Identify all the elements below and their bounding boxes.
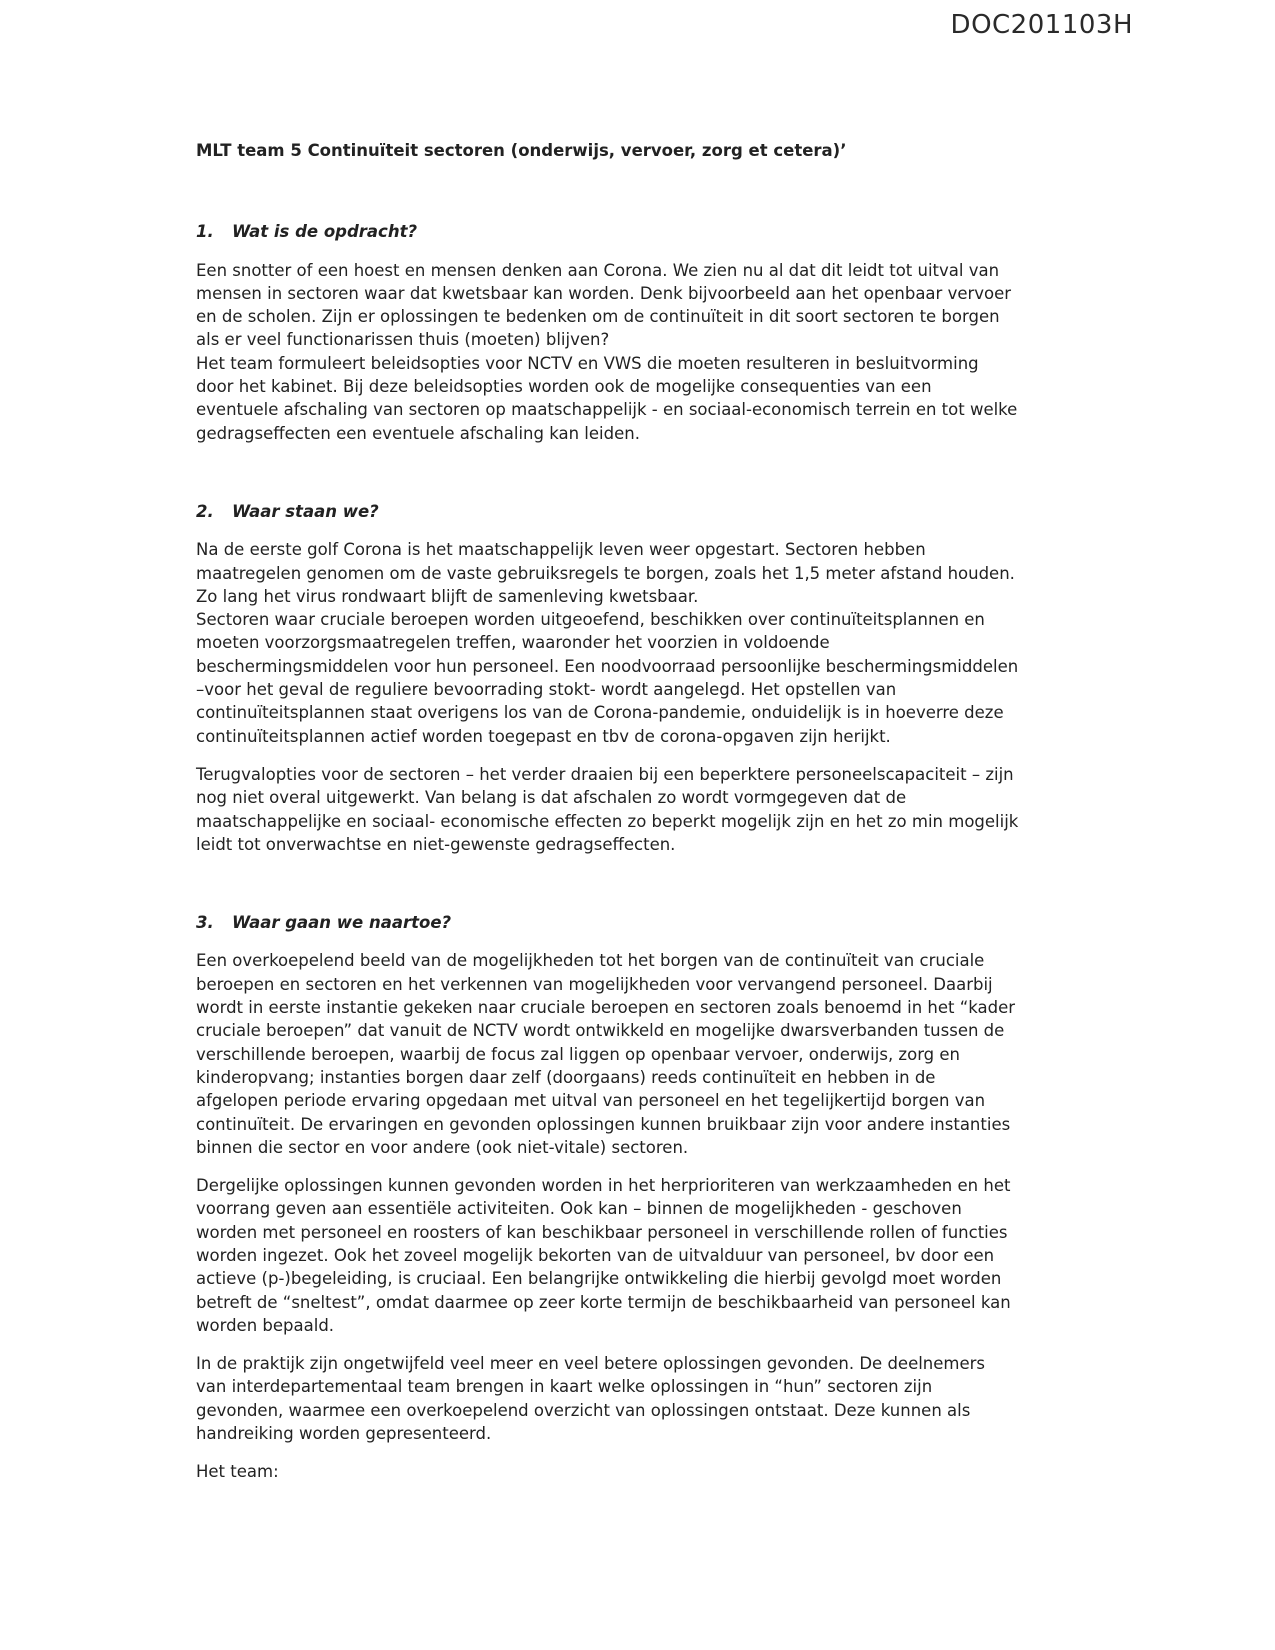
- text-line: Het team:: [196, 1462, 279, 1482]
- text-line: binnen die sector en voor andere (ook niet-vitale) sectoren.: [196, 1137, 689, 1157]
- text-line: beschermingsmiddelen voor hun personeel. Een noodvoorraad persoonlijke beschermingsmiddelen: [196, 656, 1019, 676]
- text-line: moeten voorzorgsmaatregelen treffen, waaronder het voorzien in voldoende: [196, 633, 830, 653]
- text-line: Het team formuleert beleidsopties voor NCTV en VWS die moeten resulteren in besluitvorming: [196, 353, 979, 373]
- section-1: [196, 220, 1096, 445]
- text-line: afgelopen periode ervaring opgedaan met uitval van personeel en het tegelijkertijd borgen van: [196, 1091, 986, 1111]
- text-line: en de scholen. Zijn er oplossingen te bedenken om de continuïteit in dit soort sectoren te borgen: [196, 307, 1000, 327]
- text-line: nog niet overal uitgewerkt. Van belang is dat afschalen zo wordt vormgegeven dat de: [196, 788, 907, 808]
- paragraph: [196, 763, 1096, 856]
- text-line: worden ingezet. Ook het zoveel mogelijk bekorten van de uitvalduur van personeel, bv door een: [196, 1245, 995, 1265]
- text-line: door het kabinet. Bij deze beleidsopties worden ook de mogelijke consequenties van een: [196, 377, 932, 397]
- section-number: 3.: [196, 913, 214, 933]
- text-line: als er veel functionarissen thuis (moeten) blijven?: [196, 330, 610, 350]
- text-line: betreft de “sneltest”, omdat daarmee op zeer korte termijn de beschikbaarheid van personeel kan: [196, 1292, 1011, 1312]
- section-number: 2.: [196, 501, 214, 521]
- text-line: beroepen en sectoren en het verkennen van mogelijkheden voor vervangend personeel. Daarbij: [196, 974, 993, 994]
- paragraph: [196, 1460, 1096, 1483]
- text-line: wordt in eerste instantie gekeken naar cruciale beroepen en sectoren zoals benoemd in het “kader: [196, 998, 1016, 1018]
- text-line: leidt tot onverwachtse en niet-gewenste gedragseffecten.: [196, 834, 676, 854]
- text-line: gevonden, waarmee een overkoepelend overzicht van oplossingen ontstaat. Deze kunnen als: [196, 1400, 971, 1420]
- text-line: Terugvalopties voor de sectoren – het verder draaien bij een beperktere personeelscapaciteit – zijn: [196, 764, 1014, 784]
- text-line: continuïteitsplannen actief worden toegepast en tbv de corona-opgaven zijn herijkt.: [196, 726, 891, 746]
- text-line: cruciale beroepen” dat vanuit de NCTV wordt ontwikkeld en mogelijke dwarsverbanden tussen de: [196, 1021, 1005, 1041]
- text-line: mensen in sectoren waar dat kwetsbaar kan worden. Denk bijvoorbeeld aan het openbaar vervoer: [196, 283, 1012, 303]
- text-line: continuïteitsplannen staat overigens los van de Corona-pandemie, onduidelijk is in hoeverre deze: [196, 703, 1004, 723]
- text-line: Een snotter of een hoest en mensen denken aan Corona. We zien nu al dat dit leidt tot uitval van: [196, 260, 1000, 280]
- paragraph: [196, 538, 1096, 748]
- text-line: –voor het geval de reguliere bevoorrading stokt- wordt aangelegd. Het opstellen van: [196, 680, 897, 700]
- text-line: worden met personeel en roosters of kan beschikbaar personeel in verschillende rollen of functies: [196, 1222, 1008, 1242]
- text-line: worden bepaald.: [196, 1315, 335, 1335]
- text-line: Dergelijke oplossingen kunnen gevonden worden in het herprioriteren van werkzaamheden en het: [196, 1176, 1011, 1196]
- text-line: Een overkoepelend beeld van de mogelijkheden tot het borgen van de continuïteit van cruciale: [196, 951, 985, 971]
- section-heading-text: Waar gaan we naartoe?: [232, 913, 452, 933]
- text-line: actieve (p-)begeleiding, is cruciaal. Een belangrijke ontwikkeling die hierbij gevolgd moet worden: [196, 1269, 1002, 1289]
- text-line: van interdepartementaal team brengen in kaart welke oplossingen in “hun” sectoren zijn: [196, 1377, 933, 1397]
- text-line: verschillende beroepen, waarbij de focus zal liggen op openbaar vervoer, onderwijs, zorg en: [196, 1044, 961, 1064]
- text-line: Na de eerste golf Corona is het maatschappelijk leven weer opgestart. Sectoren hebben: [196, 540, 926, 560]
- text-line: kinderopvang; instanties borgen daar zelf (doorgaans) reeds continuïteit en hebben in de: [196, 1067, 936, 1087]
- document-title: MLT team 5 Continuïteit sectoren (onderwijs, vervoer, zorg et cetera)’: [196, 141, 847, 160]
- text-line: Zo lang het virus rondwaart blijft de samenleving kwetsbaar.: [196, 586, 699, 606]
- paragraph: [196, 1352, 1096, 1445]
- section-heading: [196, 911, 1096, 934]
- text-line: In de praktijk zijn ongetwijfeld veel meer en veel betere oplossingen gevonden. De deelnemers: [196, 1354, 986, 1374]
- section-number: 1.: [196, 222, 214, 242]
- text-line: eventuele afschaling van sectoren op maatschappelijk - en sociaal-economisch terrein en tot welke: [196, 400, 1018, 420]
- text-line: maatregelen genomen om de vaste gebruiksregels te borgen, zoals het 1,5 meter afstand houden.: [196, 563, 1015, 583]
- text-line: gedragseffecten een eventuele afschaling kan leiden.: [196, 423, 640, 443]
- paragraph: [196, 949, 1096, 1159]
- text-line: voorrang geven aan essentiële activiteiten. Ook kan – binnen de mogelijkheden - geschoven: [196, 1199, 962, 1219]
- section-2: [196, 500, 1096, 856]
- document-body: [196, 139, 1096, 1499]
- text-line: continuïteit. De ervaringen en gevonden oplossingen kunnen bruikbaar zijn voor andere instanties: [196, 1114, 1011, 1134]
- text-line: Sectoren waar cruciale beroepen worden uitgeoefend, beschikken over continuïteitsplannen en: [196, 610, 985, 630]
- section-heading: [196, 220, 1096, 243]
- paragraph: [196, 1174, 1096, 1337]
- paragraph: [196, 259, 1096, 445]
- text-line: handreiking worden gepresenteerd.: [196, 1424, 492, 1444]
- section-3: [196, 911, 1096, 1484]
- sections-container: [196, 220, 1096, 1483]
- text-line: maatschappelijke en sociaal- economische effecten zo beperkt mogelijk zijn en het zo min mogelijk: [196, 811, 1019, 831]
- document-id: DOC201103H: [950, 10, 1133, 40]
- section-heading-text: Wat is de opdracht?: [232, 222, 418, 242]
- section-heading-text: Waar staan we?: [232, 501, 379, 521]
- section-heading: [196, 500, 1096, 523]
